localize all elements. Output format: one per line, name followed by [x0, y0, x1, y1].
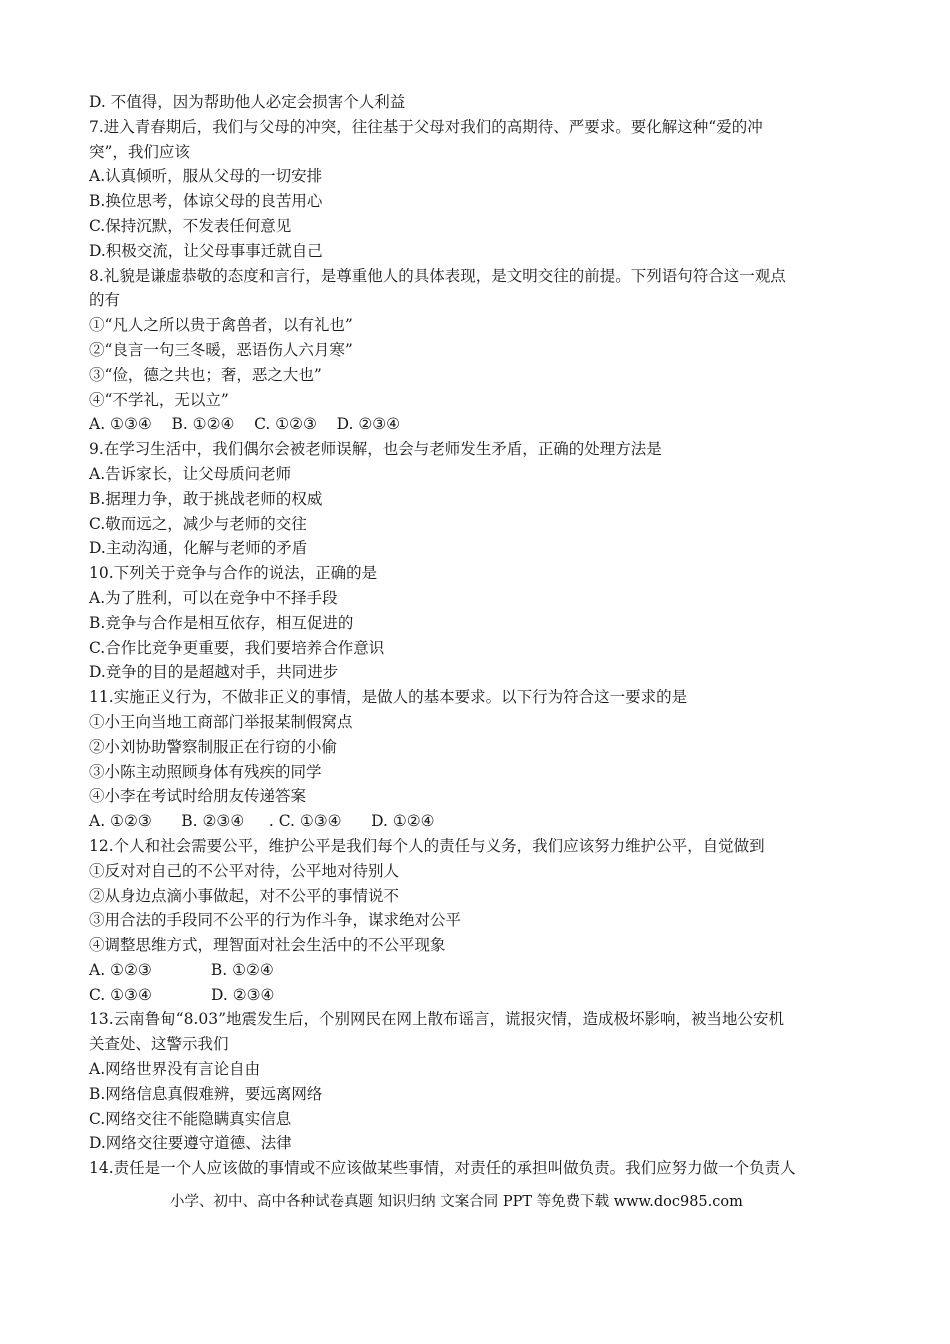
question-stem: 8.礼貌是谦虚恭敬的态度和言行，是尊重他人的具体表现，是文明交往的前提。下列语句符合这一观点: [89, 266, 786, 285]
question-8: [89, 264, 869, 438]
option-b: B.网络信息真假难辨，要远离网络: [89, 1084, 323, 1103]
answer-options: A. ①③④ B. ①②④ C. ①②③ D. ②③④: [89, 415, 401, 434]
question-stem: 14.责任是一个人应该做的事情或不应该做某些事情，对责任的承担叫做负责。我们应努力做一个负责人: [89, 1159, 796, 1178]
question-stem: 11.实施正义行为，不做非正义的事情，是做人的基本要求。以下行为符合这一要求的是: [89, 688, 688, 707]
statement-4: ④调整思维方式，理智面对社会生活中的不公平现象: [89, 936, 446, 955]
question-stem: 9.在学习生活中，我们偶尔会被老师误解，也会与老师发生矛盾，正确的处理方法是: [89, 440, 662, 459]
statement-1: ①小王向当地工商部门举报某制假窝点: [89, 712, 353, 731]
statement-1: ①“凡人之所以贵于禽兽者，以有礼也”: [89, 316, 353, 335]
question-14: [89, 1156, 869, 1181]
answer-options-row-2: C. ①③④ D. ②③④: [89, 985, 275, 1004]
answer-options: A. ①②③ B. ②③④ . C. ①③④ D. ①②④: [89, 812, 435, 831]
question-stem-cont: 关查处、这警示我们: [89, 1035, 229, 1054]
option-b: B.竞争与合作是相互依存，相互促进的: [89, 613, 354, 632]
statement-2: ②小刘协助警察制服正在行窃的小偷: [89, 737, 338, 756]
option-d: D.主动沟通，化解与老师的矛盾: [89, 539, 308, 558]
statement-4: ④“不学礼，无以立”: [89, 390, 229, 409]
exam-page-content: [89, 90, 869, 1181]
question-stem-cont: 突”，我们应该: [89, 142, 190, 161]
question-13: [89, 1007, 869, 1156]
option-a: A.告诉家长，让父母质问老师: [89, 464, 292, 483]
option-a: A.为了胜利，可以在竞争中不择手段: [89, 588, 338, 607]
option-d: D.积极交流，让父母事事迁就自己: [89, 241, 323, 260]
statement-1: ①反对对自己的不公平对待，公平地对待别人: [89, 861, 400, 880]
question-stem: 12.个人和社会需要公平，维护公平是我们每个人的责任与义务，我们应该努力维护公平，自觉做到: [89, 836, 765, 855]
option-d: D.竞争的目的是超越对手，共同进步: [89, 663, 339, 682]
statement-3: ③“俭，德之共也；奢，恶之大也”: [89, 365, 322, 384]
question-6-option-d: D. 不值得，因为帮助他人必定会损害个人利益: [89, 93, 406, 111]
statement-2: ②“良言一句三冬暖，恶语伤人六月寒”: [89, 340, 353, 359]
option-c: C.网络交往不能隐瞒真实信息: [89, 1109, 292, 1128]
statement-3: ③小陈主动照顾身体有残疾的同学: [89, 762, 322, 781]
answer-options-row-1: A. ①②③ B. ①②④: [89, 960, 274, 979]
question-7: [89, 115, 869, 264]
option-b: B.换位思考，体谅父母的良苦用心: [89, 192, 323, 211]
page-footer: 小学、初中、高中各种试卷真题 知识归纳 文案合同 PPT 等免费下载 www.doc985.com: [170, 1194, 743, 1210]
statement-4: ④小李在考试时给朋友传递答案: [89, 787, 307, 806]
question-stem: 7.进入青春期后，我们与父母的冲突，往往基于父母对我们的高期待、严要求。要化解这种“爱的冲: [89, 117, 763, 136]
question-11: [89, 685, 869, 834]
question-stem-cont: 的有: [89, 291, 121, 310]
statement-3: ③用合法的手段同不公平的行为作斗争，谋求绝对公平: [89, 911, 462, 930]
question-10: [89, 561, 869, 685]
option-c: C.保持沉默，不发表任何意见: [89, 216, 292, 235]
option-b: B.据理力争，敢于挑战老师的权威: [89, 489, 323, 508]
option-c: C.合作比竞争更重要，我们要培养合作意识: [89, 638, 385, 657]
statement-2: ②从身边点滴小事做起，对不公平的事情说不: [89, 886, 400, 905]
option-a: A.认真倾听，服从父母的一切安排: [89, 167, 323, 186]
option-d: D.网络交往要遵守道德、法律: [89, 1134, 292, 1153]
question-stem: 13.云南鲁甸“8.03”地震发生后，个别网民在网上散布谣言，谎报灾情，造成极坏影响，被当地公安机: [89, 1010, 785, 1029]
option-c: C.敬而远之，减少与老师的交往: [89, 514, 307, 533]
question-9: [89, 437, 869, 561]
option-a: A.网络世界没有言论自由: [89, 1060, 261, 1079]
question-stem: 10.下列关于竞争与合作的说法，正确的是: [89, 564, 378, 583]
question-12: [89, 834, 869, 1008]
